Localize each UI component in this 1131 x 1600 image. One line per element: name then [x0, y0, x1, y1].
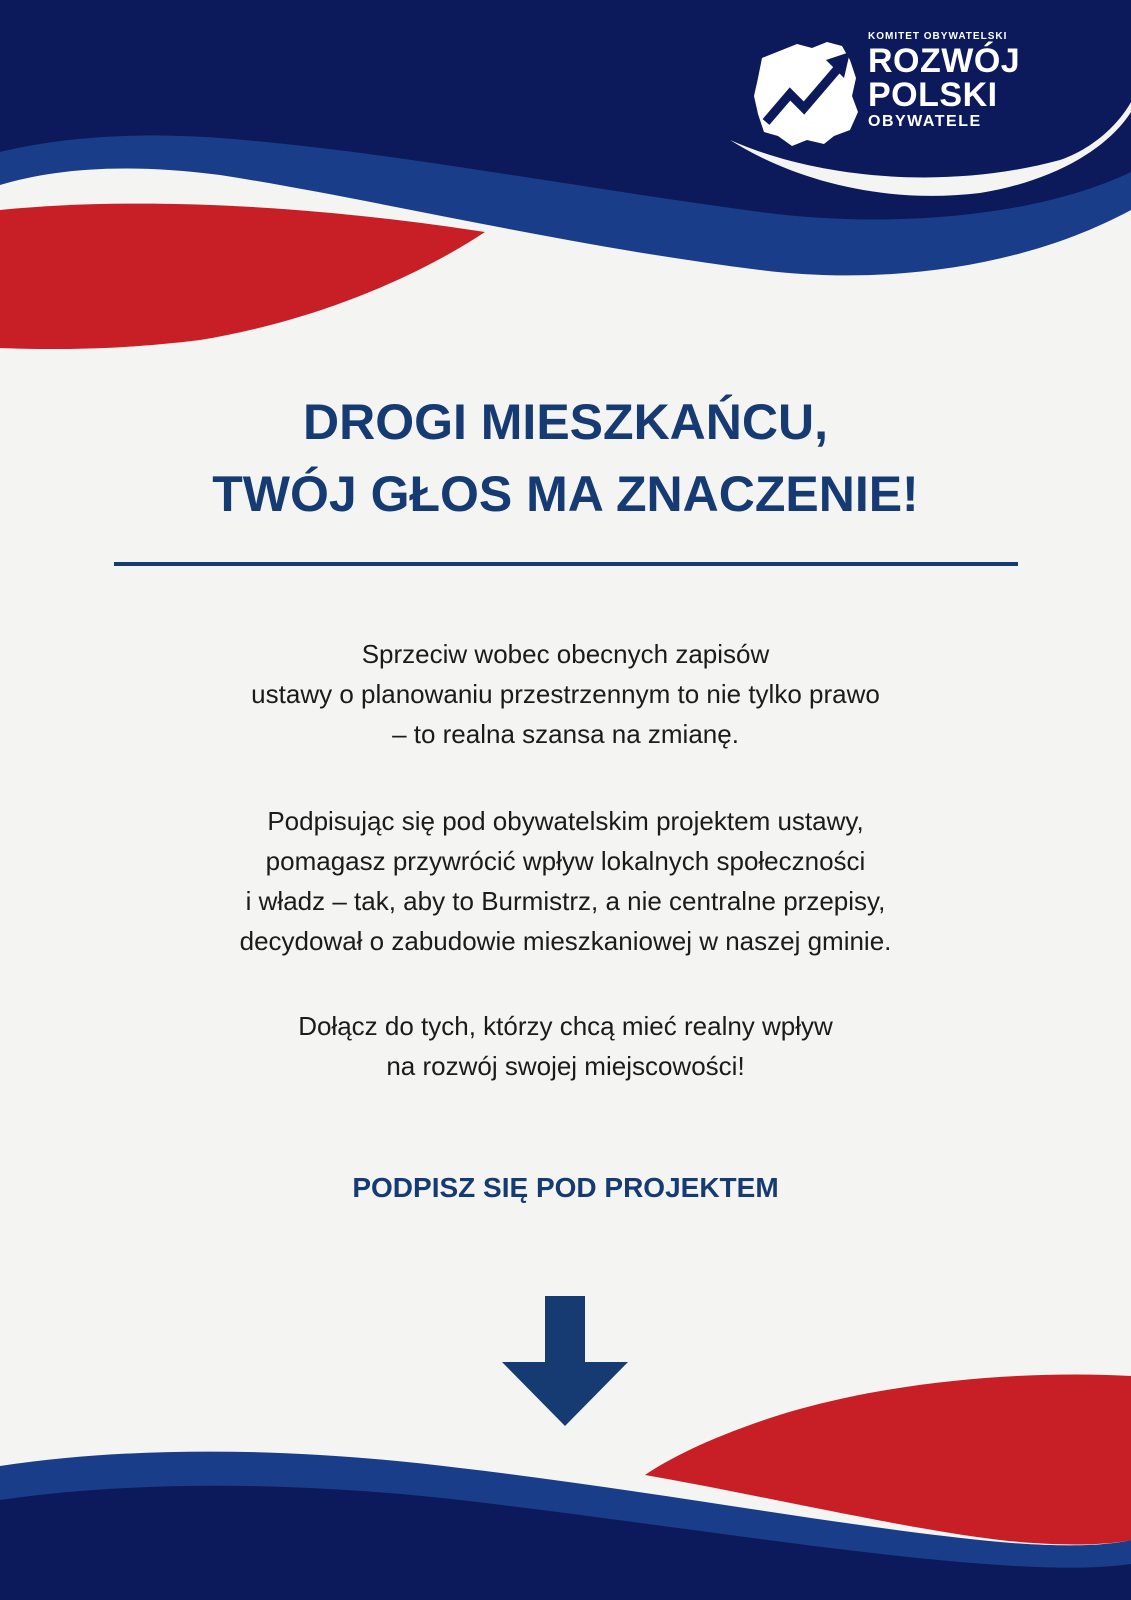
- paragraph-line: na rozwój swojej miejscowości!: [386, 1051, 745, 1081]
- logo-line-1: ROZWÓJ: [868, 42, 1021, 80]
- logo-line-2: POLSKI: [868, 76, 998, 114]
- paragraph-3: [80, 1006, 1051, 1086]
- paragraph-line: pomagasz przywrócić wpływ lokalnych społeczności: [265, 846, 866, 876]
- paragraph-line: Dołącz do tych, którzy chcą mieć realny wpływ: [298, 1011, 833, 1041]
- logo-text: [868, 30, 1020, 132]
- paragraph-line: ustawy o planowaniu przestrzennym to nie tylko prawo: [251, 679, 880, 709]
- arrow-down-icon: [500, 1296, 630, 1426]
- paragraph-2: [80, 801, 1051, 961]
- paragraph-line: Sprzeciw wobec obecnych zapisów: [361, 639, 770, 669]
- headline-line-1: DROGI MIESZKAŃCU,: [303, 394, 828, 450]
- logo-committee: KOMITET OBYWATELSKI: [868, 31, 1008, 42]
- sign-project-cta[interactable]: PODPISZ SIĘ POD PROJEKTEM: [352, 1172, 779, 1203]
- divider: [114, 562, 1018, 566]
- paragraph-line: – to realna szansa na zmianę.: [392, 719, 739, 749]
- logo-line-3: OBYWATELE: [868, 113, 982, 130]
- paragraph-line: i władz – tak, aby to Burmistrz, a nie centralne przepisy,: [245, 886, 886, 916]
- headline-line-2: TWÓJ GŁOS MA ZNACZENIE!: [212, 466, 919, 522]
- headline: [0, 386, 1131, 530]
- logo: [752, 24, 1052, 154]
- paragraph-line: Podpisując się pod obywatelskim projektem ustawy,: [267, 806, 864, 836]
- paragraph-line: decydował o zabudowie mieszkaniowej w naszej gminie.: [239, 926, 892, 956]
- paragraph-1: [80, 634, 1051, 754]
- poland-map-rising-arrow-icon: [752, 38, 860, 148]
- top-red-wave: [0, 204, 485, 349]
